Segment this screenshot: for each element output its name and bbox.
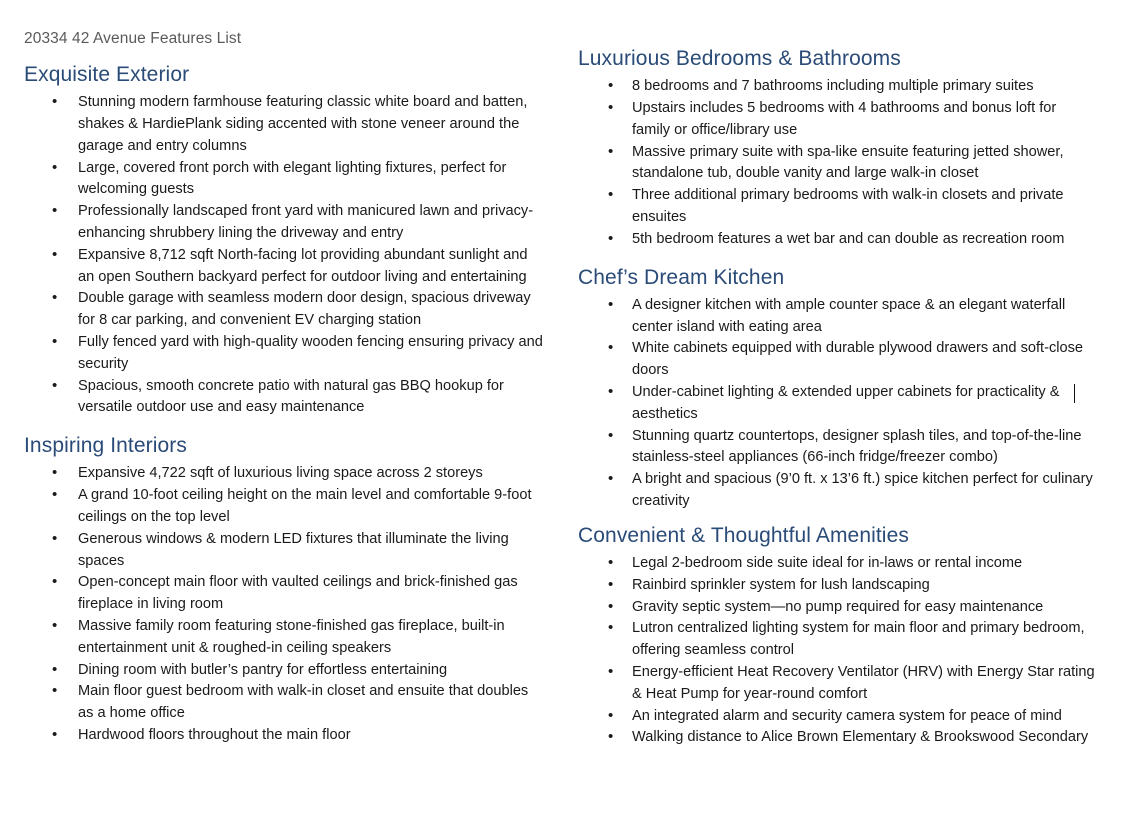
list-item: • Spacious, smooth concrete patio with natural gas BBQ hookup for versatile outdoor use and easy maintenance xyxy=(24,376,544,420)
feature-list xyxy=(24,463,544,746)
list-item: • Dining room with butler’s pantry for effortless entertaining xyxy=(24,660,544,682)
list-item: • 5th bedroom features a wet bar and can double as recreation room xyxy=(578,229,1098,251)
right-column xyxy=(578,46,1098,763)
section-heading: Inspiring Interiors xyxy=(24,434,187,458)
feature-list xyxy=(578,76,1098,250)
list-item: • A bright and spacious (9’0 ft. x 13’6 ft.) spice kitchen perfect for culinary creativity xyxy=(578,469,1098,513)
text-cursor xyxy=(1074,384,1075,403)
section-heading: Exquisite Exterior xyxy=(24,63,190,86)
list-item: • Hardwood floors throughout the main floor xyxy=(24,725,544,747)
list-item: • Upstairs includes 5 bedrooms with 4 bathrooms and bonus loft for family or office/library use xyxy=(578,98,1098,142)
list-item: • Energy-efficient Heat Recovery Ventilator (HRV) with Energy Star rating & Heat Pump for year-round comfort xyxy=(578,662,1098,706)
list-item: • A grand 10-foot ceiling height on the main level and comfortable 9-foot ceilings on the top level xyxy=(24,485,544,529)
list-item: • White cabinets equipped with durable plywood drawers and soft-close doors xyxy=(578,338,1098,382)
list-item: • Three additional primary bedrooms with walk-in closets and private ensuites xyxy=(578,185,1098,229)
list-item: • Rainbird sprinkler system for lush landscaping xyxy=(578,575,1098,597)
list-item: • Large, covered front porch with elegant lighting fixtures, perfect for welcoming guests xyxy=(24,158,544,202)
list-item: • Legal 2-bedroom side suite ideal for in-laws or rental income xyxy=(578,553,1098,575)
section-heading: Convenient & Thoughtful Amenities xyxy=(578,523,909,547)
document-title: 20334 42 Avenue Features List xyxy=(24,30,242,47)
list-item: • Gravity septic system—no pump required for easy maintenance xyxy=(578,597,1098,619)
list-item: • An integrated alarm and security camera system for peace of mind xyxy=(578,706,1098,728)
list-item: • Open-concept main floor with vaulted ceilings and brick-finished gas fireplace in living room xyxy=(24,572,544,616)
list-item: • Walking distance to Alice Brown Elementary & Brookswood Secondary xyxy=(578,727,1098,749)
section-chefs-dream-kitchen xyxy=(578,265,1098,513)
list-item: • Expansive 8,712 sqft North-facing lot providing abundant sunlight and an open Southern backyard perfect for outdoor living and entertaining xyxy=(24,245,544,289)
list-item: • Fully fenced yard with high-quality wooden fencing ensuring privacy and security xyxy=(24,332,544,376)
list-item: • Under-cabinet lighting & extended upper cabinets for practicality & aesthetics xyxy=(578,382,1098,426)
feature-list xyxy=(24,92,544,419)
list-item: • Massive family room featuring stone-finished gas fireplace, built-in entertainment unit & roughed-in ceiling speakers xyxy=(24,616,544,660)
feature-list xyxy=(578,553,1098,749)
list-item: • Stunning modern farmhouse featuring classic white board and batten, shakes & HardiePlank siding accented with stone veneer around the garage and entry columns xyxy=(24,92,544,157)
section-heading: Chef’s Dream Kitchen xyxy=(578,265,785,289)
list-item: • Generous windows & modern LED fixtures that illuminate the living spaces xyxy=(24,529,544,573)
list-item: • Professionally landscaped front yard with manicured lawn and privacy-enhancing shrubbery lining the driveway and entry xyxy=(24,201,544,245)
list-item: • Expansive 4,722 sqft of luxurious living space across 2 storeys xyxy=(24,463,544,485)
list-item: • Main floor guest bedroom with walk-in closet and ensuite that doubles as a home office xyxy=(24,681,544,725)
section-heading: Luxurious Bedrooms & Bathrooms xyxy=(578,47,901,70)
section-convenient-thoughtful-amenities xyxy=(578,523,1098,749)
list-item: • Double garage with seamless modern door design, spacious driveway for 8 car parking, and convenient EV charging station xyxy=(24,288,544,332)
list-item: • A designer kitchen with ample counter space & an elegant waterfall center island with eating area xyxy=(578,295,1098,339)
section-luxurious-bedrooms-bathrooms xyxy=(578,46,1098,251)
list-item: • 8 bedrooms and 7 bathrooms including multiple primary suites xyxy=(578,76,1098,98)
section-exquisite-exterior xyxy=(24,62,544,419)
section-inspiring-interiors xyxy=(24,433,544,747)
list-item: • Massive primary suite with spa-like ensuite featuring jetted shower, standalone tub, double vanity and large walk-in closet xyxy=(578,142,1098,186)
list-item: • Lutron centralized lighting system for main floor and primary bedroom, offering seamless control xyxy=(578,618,1098,662)
feature-list xyxy=(578,295,1098,513)
left-column xyxy=(24,62,544,761)
list-item: • Stunning quartz countertops, designer splash tiles, and top-of-the-line stainless-steel appliances (66-inch fridge/freezer combo) xyxy=(578,426,1098,470)
